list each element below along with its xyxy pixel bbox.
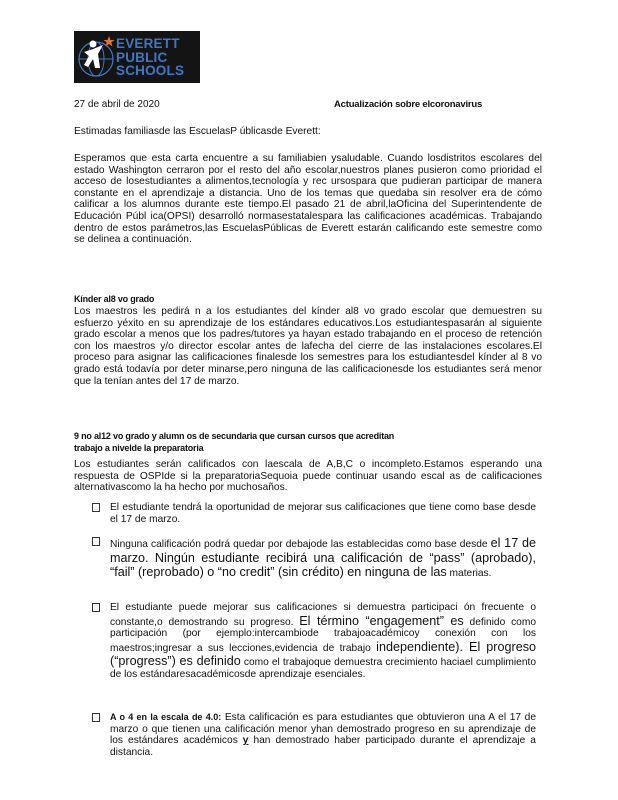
intro-paragraph: Esperamos que esta carta encuentre a su familiabien ysaludable. Cuando losdistritos escolares del estado Washington cerraron por el resto del año escolar,nuestros planes pusieron como prioridad el acceso de losestudiantes a alimentos,tecnología y rec ursospara que pudieran participar de manera constante en el aprendizaje a distancia. Uno de los temas que quedaba sin resolver era de cómo calificar a los alumnos durante este tiempo.El pasado 21 de abril,laOficina del Superintendente de Educación Públ ica(OPSI) desarrolló normasestatalespara las calificaciones académicas. Trabajando dentro de estos parámetros,las EscuelasPúblicas de Everett estarán calificando este semestre como se delinea a continuación. <box>74 153 542 246</box>
logo-text-public: PUBLIC <box>116 50 168 65</box>
everett-public-schools-logo-icon <box>76 32 116 82</box>
bullet-text: El estudiante tendrá la oportunidad de mejorar sus calificaciones que tiene como base desde el 17 de marzo. <box>110 502 536 525</box>
bullet-text-part: el 17 de marzo. Ningún estudiante recibirá una calificación de “pass” (aprobado), “fail” (reprobado) o “no credit” (sin crédito) en ninguna de las <box>110 536 536 580</box>
bullet-text <box>110 602 536 681</box>
salutation: Estimadas familiasde las EscuelasP úblicasde Everett: <box>74 126 321 137</box>
bullet-text <box>110 712 536 758</box>
bullet-text-part: Esta calificación es para estudiantes que obtuvieron una A el 17 de marzo o que tienen una calificación menor yhan demostrado progreso en su aprendizaje de los estándares académicos <box>110 712 536 747</box>
bullet-box-icon <box>92 537 100 546</box>
bullet-text-part: El término “engagement” es <box>299 613 464 628</box>
school-logo <box>74 31 200 83</box>
logo-text-everett: EVERETT <box>116 36 180 51</box>
bullet-text <box>110 536 536 580</box>
letter-title: Actualización sobre elcoronavirus <box>334 99 483 110</box>
bullet-text-part: Ninguna calificación podrá quedar por debajode las establecidas como base desde <box>110 539 488 550</box>
letter-date: 27 de abril de 2020 <box>74 99 160 110</box>
section-heading-high-school <box>74 430 542 454</box>
bullet-text-part: independiente). El progreso (“progress”) es definido <box>110 639 536 669</box>
section-heading-kinder: Kínder al8 vo grado <box>74 294 155 304</box>
bullet-box-icon <box>92 713 100 722</box>
bullet-box-icon <box>92 603 100 612</box>
bullet-text-part: como el trabajoque demuestra crecimiento haciael cumplimiento de los estándaresacadémicosde aprendizaje esenciales. <box>110 657 536 680</box>
bullet-text-part: El estudiante puede mejorar sus calificaciones si demuestra participaci ón frecuente o constante,o demostrando su progreso. <box>110 602 536 628</box>
bullet-underlined-word: y <box>242 735 249 747</box>
logo-text-schools: SCHOOLS <box>116 63 185 78</box>
section-body-kinder: Los maestros les pedirá n a los estudiantes del kínder al8 vo grado escolar que demuestren su esfuerzo yéxito en su aprendizaje de los estándares educativos.Los estudiantespasarán al siguiente grado escolar a menos que los padres/tutores ya hayan estado trabajando en el proceso de retención con los maestros y/o director escolar antes de lafecha del cierre de las instalaciones escolares.El proceso para asignar las calificaciones finalesde los semestres para los estudiantesdel kínder al 8 vo grado está todavía por deter minarse,pero ninguna de las calificacionesde los estudiantes será menor que la tenían antes del 17 de marzo. <box>74 306 542 387</box>
section-heading-line: trabajo a nivelde la preparatoria <box>74 443 204 453</box>
bullet-box-icon <box>92 503 100 512</box>
bullet-text-part: definido como participación (por ejemplo:intercambiode trabajoacadémicoy conexión con los maestros;ingresar a sus lecciones,evidencia de trabajo <box>110 616 536 654</box>
bullet-bold-label: A o 4 en la escala de 4.0: <box>110 712 222 722</box>
bullet-text-part: han demostrado haber participado durante el aprendizaje a distancia. <box>110 735 536 758</box>
bullet-text-part: materias. <box>449 568 492 580</box>
section-heading-line: 9 no al12 vo grado y alumn os de secundaria que cursan cursos que acreditan <box>74 431 395 441</box>
section-body-high-school: Los estudiantes serán calificados con laescala de A,B,C o incompleto.Estamos esperando una respuesta de OSPIde si la preparatoriaSequoia puede continuar usando escal as de calificaciones alternativascomo la ha hecho por muchosaños. <box>74 459 542 494</box>
